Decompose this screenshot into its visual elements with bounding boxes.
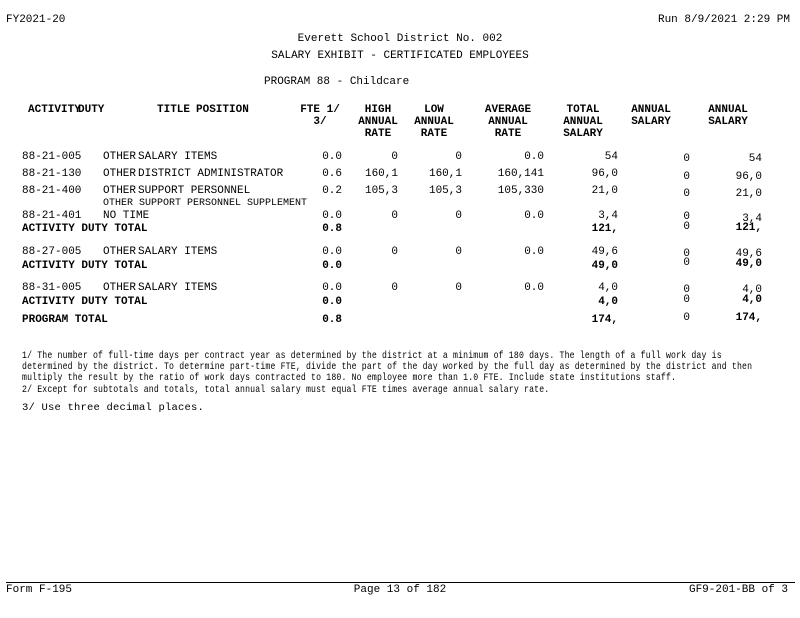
row-low: 0 (455, 282, 462, 294)
row-high: 160,1 (364, 168, 398, 180)
subtotal-c10: 4,0 (742, 294, 762, 306)
program-total-c9: 0 (683, 312, 690, 324)
row-low: 0 (455, 151, 462, 163)
row-duty: OTHER (103, 246, 137, 258)
row-total: 49,6 (591, 246, 618, 258)
footnote-1b: determined by the district. To determine part-time FTE, divide the part of the day worked by the full day as determined by the district and then (22, 361, 753, 373)
row-duty: OTHER (103, 151, 137, 163)
row-low: 105,3 (428, 185, 462, 197)
subtotal-fte: 0.0 (322, 296, 342, 308)
run-timestamp: Run 8/9/2021 2:29 PM (657, 14, 790, 26)
row-c9: 0 (683, 188, 690, 200)
subtotal-label: ACTIVITY DUTY TOTAL (22, 223, 148, 235)
row-subtitle: OTHER SUPPORT PERSONNEL SUPPLEMENT (103, 198, 308, 209)
row-c10: 21,0 (735, 188, 762, 200)
subtotal-total: 4,0 (598, 296, 618, 308)
row-average: 0.0 (524, 282, 544, 294)
subtotal-fte: 0.0 (322, 260, 342, 272)
col-total: TOTAL ANNUAL SALARY (563, 104, 603, 140)
col-position: POSITION (196, 104, 249, 116)
row-high: 0 (391, 246, 398, 258)
subtotal-c10: 49,0 (735, 258, 762, 270)
program-total-c10: 174, (735, 312, 762, 324)
row-title: SUPPORT PERSONNEL (138, 185, 251, 197)
row-title: SALARY ITEMS (138, 282, 218, 294)
row-c10: 49,6 (735, 248, 762, 260)
footnote-2: 2/ Except for subtotals and totals, total annual salary must equal FTE times average annual salary rate. (22, 384, 550, 396)
row-low: 0 (455, 246, 462, 258)
row-high: 105,3 (364, 185, 398, 197)
form-number: Form F-195 (6, 584, 73, 596)
row-duty: OTHER (103, 185, 137, 197)
footer-divider (6, 582, 795, 583)
row-fte: 0.2 (322, 185, 342, 197)
col-low: LOW ANNUAL RATE (414, 104, 454, 140)
row-high: 0 (391, 210, 398, 222)
subtotal-c10: 121, (735, 222, 762, 234)
col-fte: FTE 1/ 3/ (300, 104, 340, 128)
row-high: 0 (391, 282, 398, 294)
col-duty: DUTY (78, 104, 105, 116)
footnote-1a: 1/ The number of full-time days per contract year as determined by the district at a minimum of 180 days. The length of a full work day is (22, 350, 722, 362)
row-c9: 0 (683, 211, 690, 223)
footnote-1c: multiply the result by the ratio of work days contracted to 180. No employee more than 1.0 FTE. Include state institutions staff. (22, 372, 677, 384)
row-total: 4,0 (598, 282, 618, 294)
row-average: 105,330 (497, 185, 544, 197)
row-activity: 88-21-005 (22, 151, 82, 163)
row-c9: 0 (683, 248, 690, 260)
row-c9: 0 (683, 153, 690, 165)
district-name: Everett School District No. 002 (297, 33, 503, 45)
col-activity: ACTIVITY (28, 104, 81, 116)
report-title: SALARY EXHIBIT - CERTIFICATED EMPLOYEES (271, 50, 529, 62)
program-total-total: 174, (591, 314, 618, 326)
row-fte: 0.0 (322, 246, 342, 258)
col-annual-9: ANNUAL SALARY (631, 104, 671, 128)
row-total: 3,4 (598, 210, 618, 222)
row-activity: 88-27-005 (22, 246, 82, 258)
subtotal-fte: 0.8 (322, 223, 342, 235)
row-c10: 3,4 (742, 213, 762, 225)
row-fte: 0.0 (322, 282, 342, 294)
program-total-label: PROGRAM TOTAL (22, 314, 108, 326)
subtotal-total: 121, (591, 223, 618, 235)
col-annual-10: ANNUAL SALARY (708, 104, 748, 128)
program-total-fte: 0.8 (322, 314, 342, 326)
footnote-3: 3/ Use three decimal places. (22, 402, 205, 414)
row-activity: 88-21-400 (22, 185, 82, 197)
subtotal-c9: 0 (683, 221, 690, 233)
row-average: 0.0 (524, 210, 544, 222)
subtotal-c9: 0 (683, 294, 690, 306)
row-duty: OTHER (103, 282, 137, 294)
row-average: 0.0 (524, 151, 544, 163)
program-title: PROGRAM 88 - Childcare (264, 76, 410, 88)
col-high: HIGH ANNUAL RATE (358, 104, 398, 140)
subtotal-label: ACTIVITY DUTY TOTAL (22, 260, 148, 272)
row-high: 0 (391, 151, 398, 163)
row-c9: 0 (683, 171, 690, 183)
row-duty: OTHER (103, 168, 137, 180)
row-c10: 54 (748, 153, 762, 165)
row-fte: 0.0 (322, 210, 342, 222)
row-low: 0 (455, 210, 462, 222)
row-title: NO TIME (103, 210, 150, 222)
row-title: SALARY ITEMS (138, 246, 218, 258)
subtotal-c9: 0 (683, 257, 690, 269)
row-activity: 88-21-401 (22, 210, 82, 222)
fiscal-year: FY2021-20 (6, 14, 66, 26)
row-low: 160,1 (428, 168, 462, 180)
subtotal-total: 49,0 (591, 260, 618, 272)
row-c9: 0 (683, 284, 690, 296)
row-fte: 0.0 (322, 151, 342, 163)
row-activity: 88-21-130 (22, 168, 82, 180)
row-title: DISTRICT ADMINISTRATOR (138, 168, 284, 180)
row-average: 160,141 (497, 168, 544, 180)
row-c10: 96,0 (735, 171, 762, 183)
row-total: 21,0 (591, 185, 618, 197)
row-c10: 4,0 (742, 284, 762, 296)
row-average: 0.0 (524, 246, 544, 258)
row-total: 96,0 (591, 168, 618, 180)
subtotal-label: ACTIVITY DUTY TOTAL (22, 296, 148, 308)
row-total: 54 (604, 151, 618, 163)
page-number: Page 13 of 182 (353, 584, 447, 596)
row-title: SALARY ITEMS (138, 151, 218, 163)
row-activity: 88-31-005 (22, 282, 82, 294)
col-title: TITLE (157, 104, 191, 116)
form-code: GF9-201-BB of 3 (688, 584, 788, 596)
row-fte: 0.6 (322, 168, 342, 180)
col-average: AVERAGE ANNUAL RATE (484, 104, 532, 140)
